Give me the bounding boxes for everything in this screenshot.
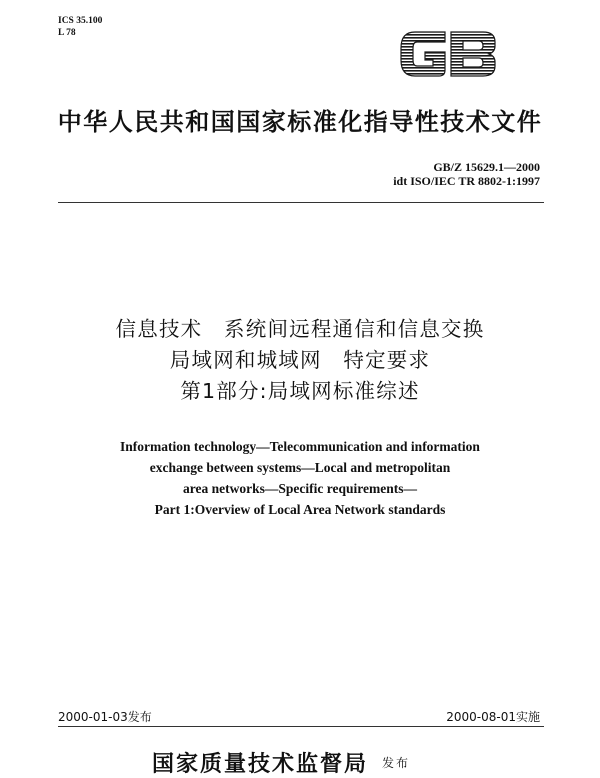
ics-code: ICS 35.100 — [58, 16, 103, 26]
implementation-date: 2000-08-01实施 — [446, 710, 540, 724]
english-title-line: Part 1:Overview of Local Area Network standards — [154, 502, 446, 517]
english-title-line: area networks—Specific requirements— — [183, 481, 417, 496]
standard-number: GB/Z 15629.1—2000 — [433, 160, 540, 174]
chinese-title-line: 局域网和城域网 特定要求 — [169, 348, 431, 372]
issuing-document-type: 中华人民共和国国家标准化指导性技术文件 — [57, 108, 543, 136]
publisher-suffix: 发布 — [382, 756, 411, 770]
english-title — [0, 436, 600, 520]
chinese-title-line: 信息技术 系统间远程通信和信息交换 — [115, 317, 485, 341]
publisher — [152, 747, 410, 778]
publisher-name: 国家质量技术监督局 — [152, 752, 369, 777]
bottom-divider — [58, 726, 544, 727]
english-title-line: Information technology—Telecommunication and information — [120, 439, 480, 454]
issue-date: 2000-01-03发布 — [58, 710, 152, 724]
standard-equivalence: idt ISO/IEC TR 8802-1:1997 — [393, 174, 540, 188]
gb-logo-icon — [395, 22, 501, 84]
top-divider — [58, 202, 544, 203]
english-title-line: exchange between systems—Local and metropolitan — [149, 460, 451, 475]
chinese-title — [0, 314, 600, 407]
classification-codes — [58, 15, 102, 39]
standard-number-block — [393, 160, 540, 188]
ccs-code: L 78 — [58, 28, 76, 38]
chinese-title-line: 第1部分:局域网标准综述 — [180, 379, 420, 403]
